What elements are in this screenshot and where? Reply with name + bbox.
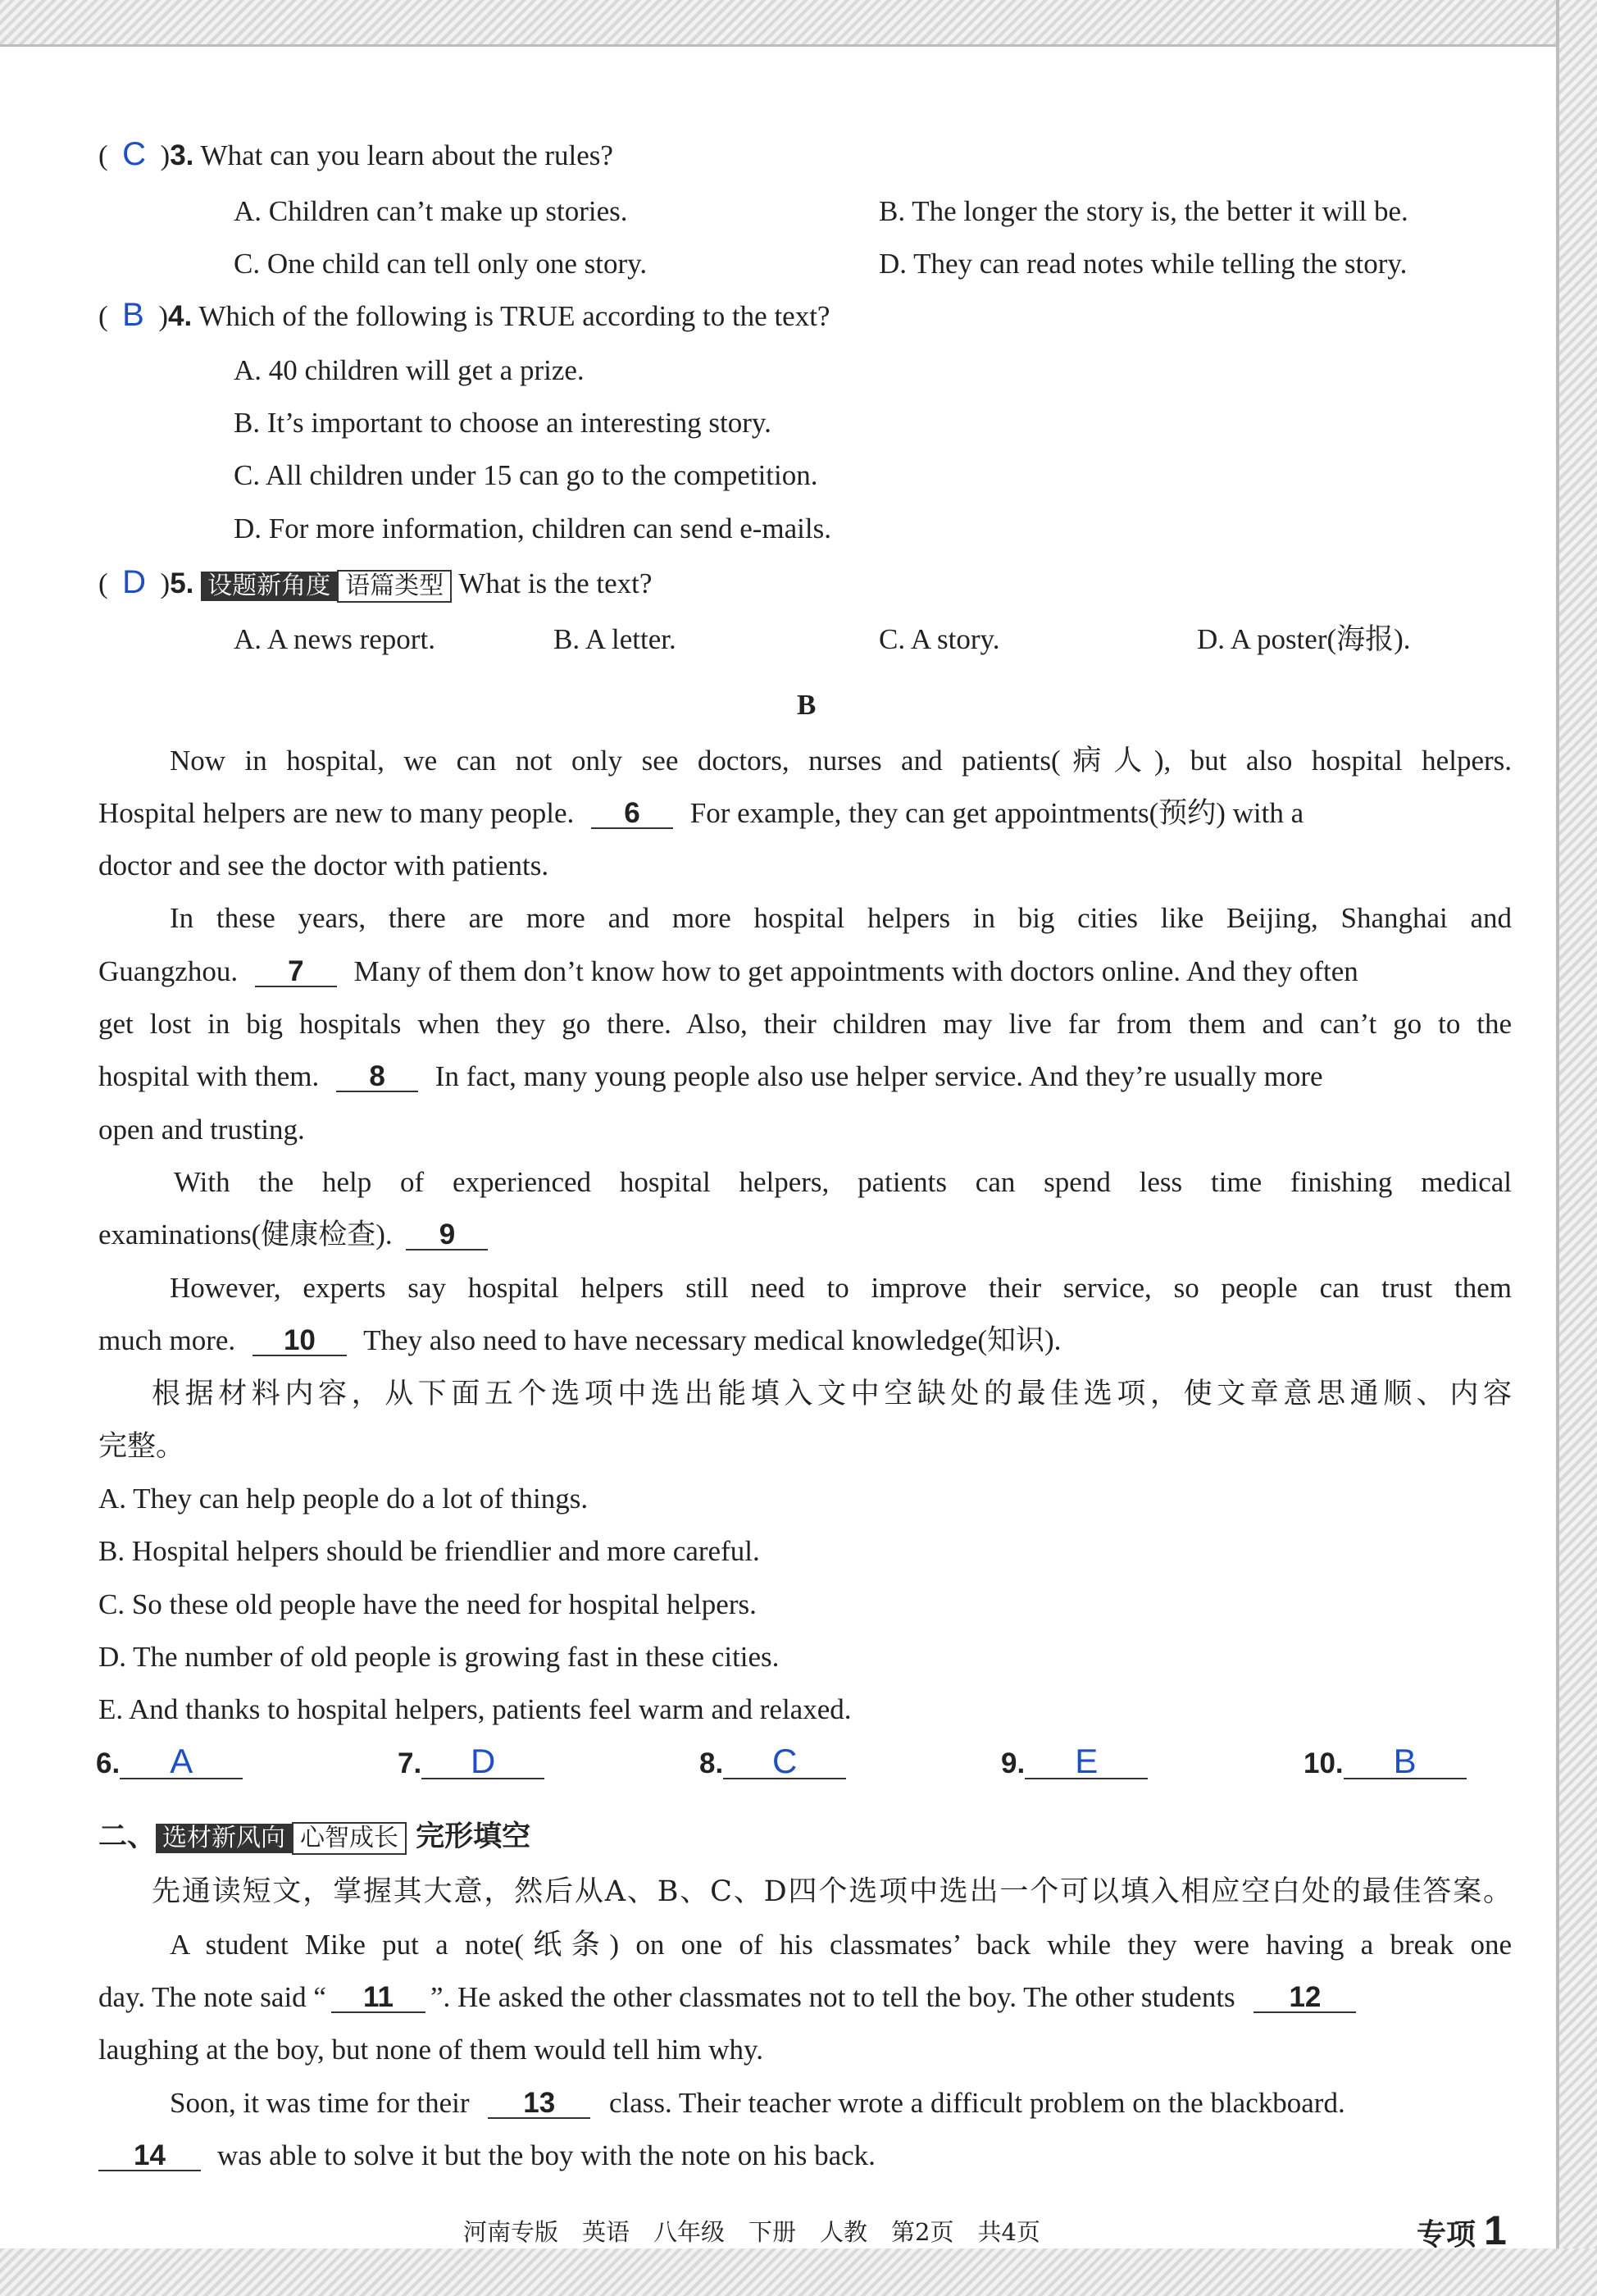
tag-material: 选材新风向 [156, 1824, 292, 1853]
page-frame-top [0, 0, 1597, 78]
passage-line-11: However, experts say hospital helpers still need to improve their service, so people can trust them [170, 1272, 1512, 1304]
cloze-line-2: day. The note said “ 11 ”. He asked the other classmates not to tell the boy. The other students 12 [98, 1981, 1356, 2014]
instruction-line-2: 完整。 [98, 1430, 185, 1463]
blank-6: 6 [591, 800, 673, 829]
blank-7: 7 [255, 958, 337, 987]
footer-label: 专项 1 [1417, 2207, 1507, 2253]
blank-13: 13 [488, 2089, 590, 2119]
question-4: ( B )4. Which of the following is TRUE according to the text? [98, 297, 830, 333]
question-3: ( C )3. What can you learn about the rules? [98, 136, 613, 172]
passage-line-10: examinations(健康检查). 9 [98, 1219, 494, 1251]
passage-line-8: open and trusting. [98, 1114, 305, 1146]
passage-line-3: doctor and see the doctor with patients. [98, 850, 549, 882]
passage-line-9: With the help of experienced hospital helpers, patients can spend less time finishing medical [174, 1166, 1512, 1198]
page-frame-right [1556, 0, 1597, 2296]
option-5c: C. A story. [879, 623, 1000, 655]
option-4a: A. 40 children will get a prize. [234, 354, 585, 386]
option-3c: C. One child can tell only one story. [234, 248, 648, 280]
answer-4: B [122, 297, 144, 333]
question-5: ( D )5. 设题新角度 语篇类型 What is the text? [98, 566, 652, 603]
tag-text-type: 语篇类型 [337, 570, 452, 603]
tag-growth: 心智成长 [292, 1822, 407, 1855]
option-4d: D. For more information, children can send e-mails. [234, 512, 831, 544]
answer-3: C [122, 136, 147, 172]
answer-5: D [122, 564, 147, 600]
section-2-title: 完形填空 [416, 1820, 531, 1853]
page-frame-bottom [0, 2248, 1597, 2296]
option-a: A. They can help people do a lot of things. [98, 1483, 589, 1515]
option-3d: D. They can read notes while telling the story. [879, 248, 1408, 280]
cloze-line-5: 14 was able to solve it but the boy with the note on his back. [98, 2139, 876, 2172]
footer-number: 1 [1484, 2207, 1507, 2253]
option-5d: D. A poster(海报). [1197, 623, 1411, 655]
section-2-instruction: 先通读短文，掌握其大意，然后从A、B、C、D四个选项中选出一个可以填入相应空白处的最佳答案。 [152, 1875, 1512, 1908]
option-e: E. And thanks to hospital helpers, patients feel warm and relaxed. [98, 1693, 852, 1725]
question-5-text: What is the text? [458, 567, 653, 599]
option-3b: B. The longer the story is, the better it will be. [879, 195, 1408, 227]
question-3-text: What can you learn about the rules? [200, 139, 613, 171]
blank-11: 11 [331, 1984, 425, 2013]
answer-8: 8. C [699, 1745, 846, 1780]
option-4c: C. All children under 15 can go to the competition. [234, 459, 818, 491]
passage-line-5: Guangzhou. 7 Many of them don’t know how to get appointments with doctors online. And they often [98, 955, 1358, 987]
section-2-heading: 二、 选材新风向 心智成长 完形填空 [98, 1820, 531, 1853]
option-c: C. So these old people have the need for hospital helpers. [98, 1588, 757, 1620]
option-d: D. The number of old people is growing fast in these cities. [98, 1641, 780, 1673]
passage-line-7: hospital with them. 8 In fact, many young people also use helper service. And they’re usually more [98, 1060, 1323, 1092]
blank-9: 9 [406, 1221, 488, 1250]
option-b: B. Hospital helpers should be friendlier and more careful. [98, 1535, 760, 1567]
passage-line-12: much more. 10 They also need to have necessary medical knowledge(知识). [98, 1324, 1062, 1356]
cloze-line-3: laughing at the boy, but none of them would tell him why. [98, 2034, 764, 2066]
answer-9: 9. E [1001, 1745, 1148, 1780]
answer-10: 10. B [1304, 1745, 1467, 1780]
option-5a: A. A news report. [234, 623, 435, 655]
cloze-line-1: A student Mike put a note(纸条) on one of his classmates’ back while they were having a break one [170, 1929, 1512, 1961]
cloze-line-4: Soon, it was time for their 13 class. Their teacher wrote a difficult problem on the blackboard. [170, 2087, 1345, 2119]
section-b-heading: B [797, 689, 817, 721]
option-3a: A. Children can’t make up stories. [234, 195, 628, 227]
answer-6: 6. A [96, 1745, 243, 1780]
passage-line-1: Now in hospital, we can not only see doctors, nurses and patients(病人), but also hospital helpers. [170, 745, 1512, 777]
instruction-line-1: 根据材料内容，从下面五个选项中选出能填入文中空缺处的最佳选项，使文章意思通顺、内容 [152, 1378, 1512, 1410]
passage-line-2: Hospital helpers are new to many people. 6 For example, they can get appointments(预约) with a [98, 797, 1304, 829]
question-4-text: Which of the following is TRUE according to the text? [198, 300, 830, 332]
tag-new-angle: 设题新角度 [201, 572, 337, 601]
footer-info: 河南专版 英语 八年级 下册 人教 第2页 共4页 [463, 2218, 1040, 2246]
option-4b: B. It’s important to choose an interesting story. [234, 407, 771, 439]
blank-10: 10 [253, 1327, 347, 1356]
passage-line-6: get lost in big hospitals when they go there. Also, their children may live far from them and can’t go to the [98, 1008, 1512, 1040]
blank-14: 14 [98, 2142, 201, 2171]
passage-line-4: In these years, there are more and more hospital helpers in big cities like Beijing, Shanghai and [170, 902, 1512, 934]
option-5b: B. A letter. [553, 623, 676, 655]
blank-12: 12 [1253, 1984, 1356, 2013]
blank-8: 8 [336, 1063, 418, 1092]
answer-7: 7. D [398, 1745, 544, 1780]
